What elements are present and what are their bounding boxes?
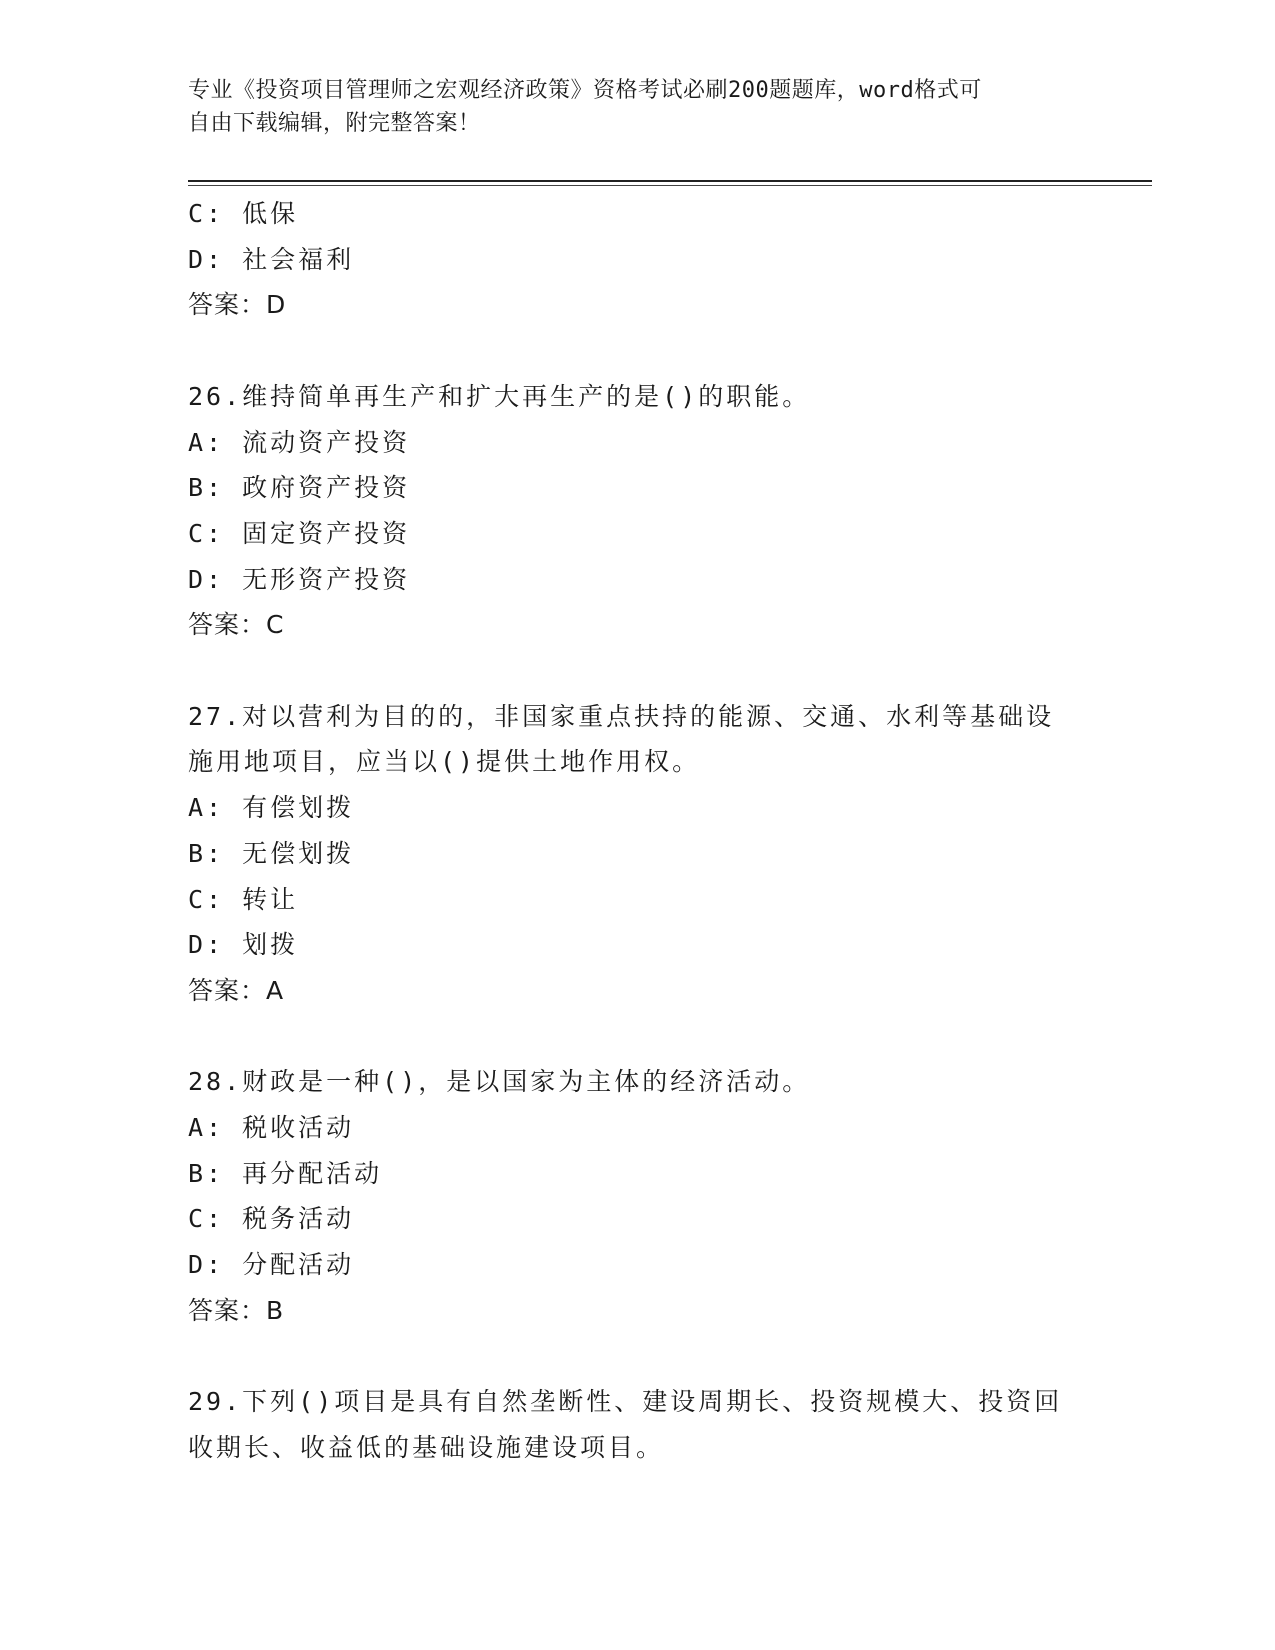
question-text: 26.维持简单再生产和扩大再生产的是()的职能。: [188, 381, 811, 411]
option-c: C: 税务活动: [188, 1204, 355, 1234]
header-rule-thin: [188, 185, 1152, 186]
option-c: C: 低保: [188, 199, 299, 228]
question-spacer: [188, 648, 1088, 694]
answer-line: 答案：D: [188, 290, 287, 320]
partial-question: [188, 191, 1088, 328]
option-b: B: 无偿划拨: [188, 838, 355, 868]
question-list: [188, 191, 1088, 1471]
question-text-continued: 施用地项目，应当以()提供土地作用权。: [188, 747, 701, 777]
question-text: 27.对以营利为目的的，非国家重点扶持的能源、交通、水利等基础设: [188, 701, 1055, 731]
question-28: [188, 1059, 1088, 1333]
option-a: A: 流动资产投资: [188, 427, 411, 457]
question-text-continued: 收期长、收益低的基础设施建设项目。: [188, 1432, 665, 1462]
option-c: C: 固定资产投资: [188, 518, 411, 548]
option-a: A: 有偿划拨: [188, 793, 355, 823]
header-line-1: 专业《投资项目管理师之宏观经济政策》资格考试必刷200题题库，word格式可: [188, 78, 982, 103]
option-d: D: 划拨: [188, 930, 299, 960]
header-rule-thick: [188, 180, 1152, 182]
document-header: [188, 74, 1088, 140]
option-c: C: 转让: [188, 884, 299, 914]
question-26: [188, 374, 1088, 648]
question-spacer: [188, 328, 1088, 374]
option-b: B: 再分配活动: [188, 1158, 383, 1188]
question-spacer: [188, 1334, 1088, 1380]
question-text: 28.财政是一种()，是以国家为主体的经济活动。: [188, 1067, 811, 1097]
answer-line: 答案：B: [188, 1295, 285, 1325]
question-29: [188, 1379, 1088, 1470]
question-text: 29.下列()项目是具有自然垄断性、建设周期长、投资规模大、投资回: [188, 1387, 1063, 1417]
option-d: D: 社会福利: [188, 244, 355, 274]
answer-line: 答案：A: [188, 975, 285, 1005]
option-d: D: 无形资产投资: [188, 564, 411, 594]
answer-line: 答案：C: [188, 610, 285, 640]
question-spacer: [188, 1014, 1088, 1060]
option-d: D: 分配活动: [188, 1250, 355, 1280]
header-line-2: 自由下载编辑，附完整答案！: [188, 111, 481, 136]
question-27: [188, 694, 1088, 1014]
option-b: B: 政府资产投资: [188, 473, 411, 503]
option-a: A: 税收活动: [188, 1113, 355, 1143]
